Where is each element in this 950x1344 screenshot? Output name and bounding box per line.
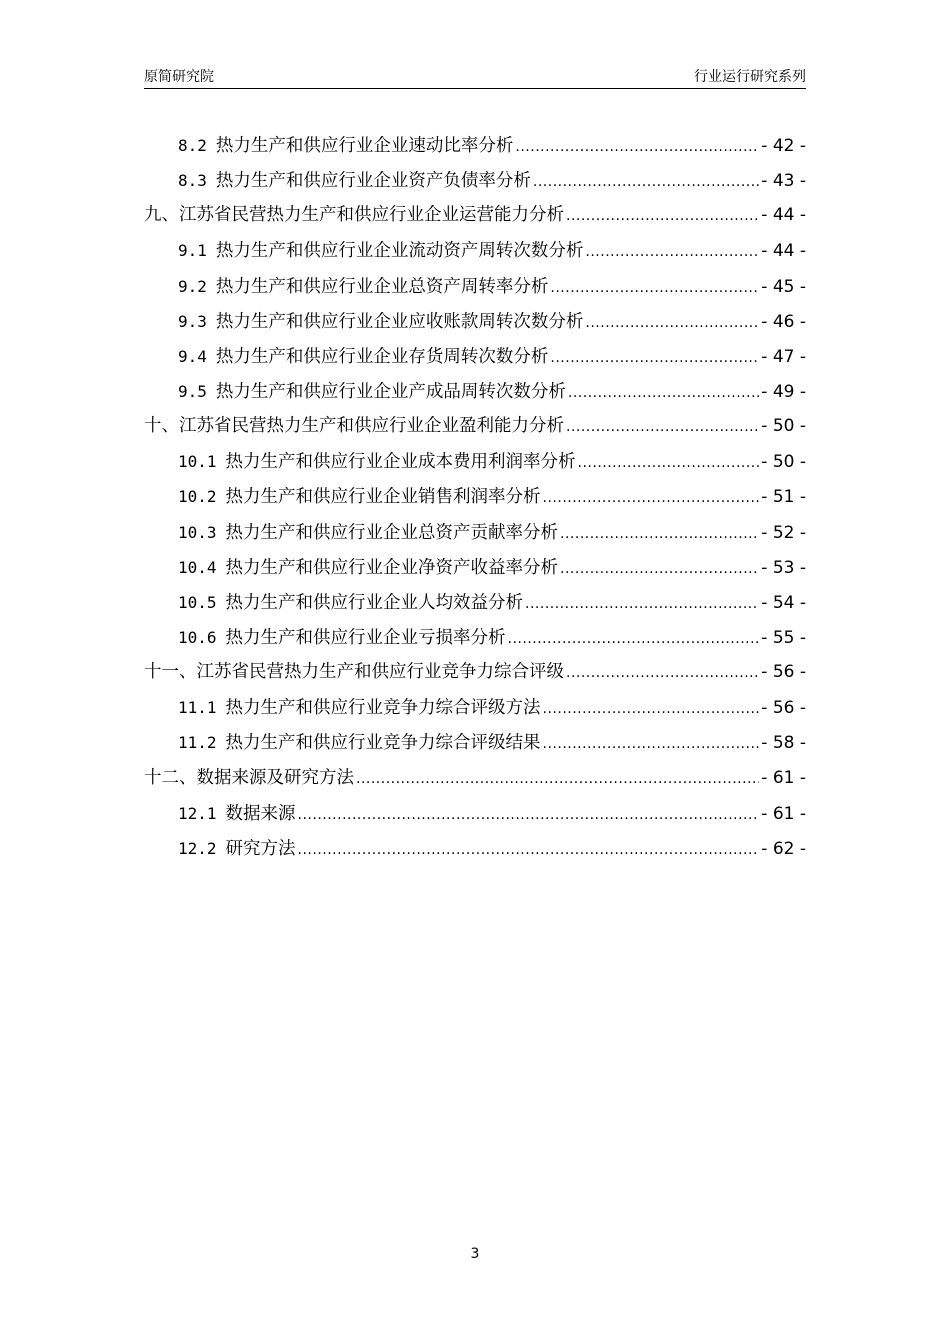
toc-entry-title: 数据来源 (225, 803, 296, 824)
toc-entry-number: 10.2 (178, 487, 217, 507)
toc-entry[interactable] (144, 374, 806, 409)
toc-entry-number: 11.2 (178, 733, 217, 753)
toc-entry-title: 热力生产和供应行业企业销售利润率分析 (225, 487, 541, 508)
toc-entry-title: 十一、江苏省民营热力生产和供应行业竞争力综合评级 (144, 662, 564, 683)
toc-entry-title: 热力生产和供应行业竞争力综合评级方法 (225, 698, 541, 719)
toc-entry-number: 12.1 (178, 803, 217, 823)
toc-entry[interactable] (144, 620, 806, 655)
toc-entry-title: 九、江苏省民营热力生产和供应行业企业运营能力分析 (144, 205, 564, 226)
toc-entry-number: 9.2 (178, 276, 207, 296)
toc-dot-leader (566, 199, 759, 234)
toc-entry-page: - 49 - (761, 381, 806, 402)
toc-entry[interactable] (144, 409, 806, 444)
toc-entry-page: - 44 - (761, 241, 806, 262)
toc-entry-page: - 42 - (761, 136, 806, 156)
toc-entry-page: - 47 - (761, 346, 806, 367)
toc-entry-title: 热力生产和供应行业企业流动资产周转次数分析 (215, 241, 584, 262)
toc-dot-leader (566, 410, 759, 445)
toc-entry-number: 9.3 (178, 311, 207, 331)
toc-entry[interactable] (144, 269, 806, 304)
toc-entry-title: 热力生产和供应行业竞争力综合评级结果 (225, 733, 541, 754)
toc-dot-leader (560, 517, 759, 552)
toc-entry[interactable] (144, 796, 806, 831)
table-of-contents (144, 128, 806, 866)
toc-entry-page: - 43 - (761, 171, 806, 192)
toc-entry[interactable] (144, 515, 806, 550)
toc-entry-number: 8.2 (178, 136, 207, 155)
toc-entry[interactable] (144, 479, 806, 514)
toc-entry-title: 热力生产和供应行业企业速动比率分析 (215, 136, 514, 156)
page-header (144, 66, 806, 89)
toc-entry[interactable] (144, 690, 806, 725)
toc-entry[interactable] (144, 761, 806, 796)
toc-dot-leader (533, 165, 759, 200)
toc-entry[interactable] (144, 339, 806, 374)
toc-dot-leader (578, 446, 760, 481)
toc-entry-number: 8.3 (178, 171, 207, 191)
toc-entry-title: 热力生产和供应行业企业净资产收益率分析 (225, 557, 559, 578)
toc-dot-leader (356, 762, 759, 797)
toc-dot-leader (525, 587, 759, 622)
toc-entry-page: - 61 - (761, 803, 806, 824)
toc-entry[interactable] (144, 725, 806, 760)
toc-entry-number: 9.1 (178, 241, 207, 261)
toc-entry-title: 热力生产和供应行业企业总资产贡献率分析 (225, 522, 559, 543)
toc-entry-page: - 51 - (761, 487, 806, 508)
toc-entry[interactable] (144, 163, 806, 198)
toc-entry-title: 热力生产和供应行业企业总资产周转率分析 (215, 276, 549, 297)
toc-entry-title: 热力生产和供应行业企业产成品周转次数分析 (215, 381, 566, 402)
toc-dot-leader (298, 833, 760, 868)
toc-entry[interactable] (144, 128, 806, 163)
toc-entry-title: 热力生产和供应行业企业存货周转次数分析 (215, 346, 549, 367)
toc-entry-page: - 45 - (761, 276, 806, 297)
toc-entry-page: - 53 - (761, 557, 806, 578)
toc-entry-number: 10.5 (178, 592, 217, 612)
toc-dot-leader (550, 271, 759, 306)
toc-entry-number: 10.3 (178, 522, 217, 542)
toc-entry-number: 12.2 (178, 838, 217, 858)
toc-entry-number: 11.1 (178, 698, 217, 718)
toc-entry-page: - 58 - (761, 733, 806, 754)
toc-dot-leader (543, 692, 760, 727)
toc-dot-leader (560, 552, 759, 587)
toc-dot-leader (298, 798, 760, 833)
toc-entry-page: - 50 - (761, 416, 806, 437)
toc-dot-leader (568, 376, 759, 411)
toc-entry-number: 9.4 (178, 346, 207, 366)
toc-dot-leader (508, 622, 760, 657)
toc-entry[interactable] (144, 585, 806, 620)
toc-entry-page: - 46 - (761, 311, 806, 332)
toc-dot-leader (515, 130, 759, 165)
toc-entry[interactable] (144, 550, 806, 585)
header-series-name: 行业运行研究系列 (694, 69, 806, 85)
header-org-name: 原简研究院 (144, 69, 214, 85)
toc-entry[interactable] (144, 655, 806, 690)
toc-entry-title: 十、江苏省民营热力生产和供应行业企业盈利能力分析 (144, 416, 564, 437)
toc-entry-number: 9.5 (178, 381, 207, 401)
toc-entry[interactable] (144, 444, 806, 479)
toc-entry-title: 热力生产和供应行业企业成本费用利润率分析 (225, 452, 576, 473)
toc-entry-page: - 44 - (761, 205, 806, 226)
toc-entry-page: - 55 - (761, 627, 806, 648)
toc-entry-title: 研究方法 (225, 838, 296, 859)
toc-dot-leader (585, 306, 759, 341)
toc-entry-page: - 61 - (761, 767, 806, 788)
toc-entry-page: - 56 - (761, 698, 806, 719)
toc-entry[interactable] (144, 198, 806, 233)
toc-entry-title: 热力生产和供应行业企业资产负债率分析 (215, 171, 531, 192)
toc-dot-leader (585, 235, 759, 270)
toc-dot-leader (566, 656, 759, 691)
toc-entry-page: - 54 - (761, 592, 806, 613)
toc-dot-leader (543, 481, 760, 516)
toc-entry-number: 10.4 (178, 557, 217, 577)
toc-entry[interactable] (144, 233, 806, 268)
toc-entry-page: - 56 - (761, 662, 806, 683)
toc-entry[interactable] (144, 304, 806, 339)
toc-entry-title: 热力生产和供应行业企业亏损率分析 (225, 627, 506, 648)
toc-entry-page: - 52 - (761, 522, 806, 543)
toc-entry-page: - 50 - (761, 452, 806, 473)
toc-entry-number: 10.1 (178, 452, 217, 472)
toc-entry-title: 热力生产和供应行业企业应收账款周转次数分析 (215, 311, 584, 332)
toc-entry-number: 10.6 (178, 627, 217, 647)
toc-entry-title: 十二、数据来源及研究方法 (144, 767, 354, 788)
toc-dot-leader (550, 341, 759, 376)
toc-entry[interactable] (144, 831, 806, 866)
toc-dot-leader (543, 727, 760, 762)
page-number: 3 (470, 1246, 480, 1262)
toc-entry-page: - 62 - (761, 838, 806, 859)
toc-entry-title: 热力生产和供应行业企业人均效益分析 (225, 592, 524, 613)
